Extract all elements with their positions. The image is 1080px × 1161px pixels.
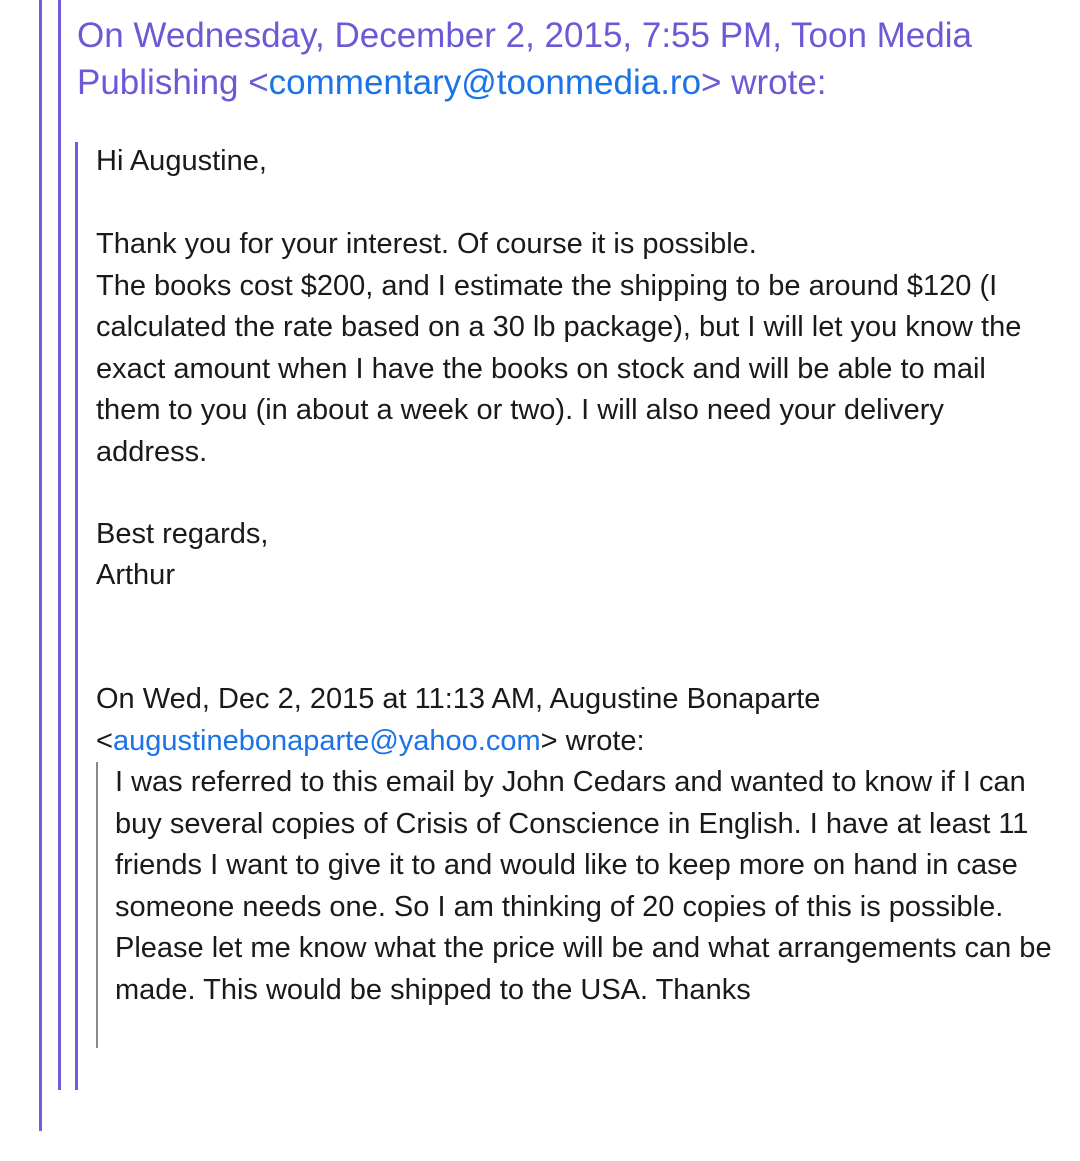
sender-email-link[interactable]: commentary@toonmedia.ro bbox=[268, 63, 702, 102]
quoted-message-text: I was referred to this email by John Cedars and wanted to know if I can buy several copies of Crisis of Conscience in English. I have at least 11 friends I want to give it to and would like to keep more on hand in case someone needs one. So I am thinking of 20 copies of this is possible. Please let me know what the price will be and what arrangements can be made. This would be shipped to the USA. Thanks bbox=[115, 766, 1052, 1006]
quoted-sender-email-link[interactable]: augustinebonaparte@yahoo.com bbox=[112, 724, 541, 757]
quoted-reply-attribution: On Wed, Dec 2, 2015 at 11:13 AM, Augustine Bonaparte <augustinebonaparte@yahoo.com> wrote: bbox=[96, 683, 821, 757]
reply-attribution-header: On Wednesday, December 2, 2015, 7:55 PM, Toon Media Publishing <commentary@toonmedia.ro> wrote: bbox=[77, 16, 972, 102]
quote-bar-inner bbox=[75, 142, 78, 1090]
message-paragraph-1: Thank you for your interest. Of course it is possible. The books cost $200, and I estimate the shipping to be around $120 (I calculated the rate based on a 30 lb package), but I will let you know the exact amount when I have the books on stock and will be able to mail them to you (in about a week or two). I will also need your delivery address. bbox=[96, 228, 1022, 468]
quote-bar-outer bbox=[39, 0, 42, 1131]
quote-bar-middle bbox=[58, 0, 61, 1090]
message-closing: Best regards, bbox=[96, 518, 269, 550]
message-signature: Arthur bbox=[96, 559, 175, 591]
quoted-message bbox=[115, 762, 1060, 1011]
message-greeting: Hi Augustine, bbox=[96, 145, 267, 177]
quote-bar-nested bbox=[96, 762, 98, 1048]
